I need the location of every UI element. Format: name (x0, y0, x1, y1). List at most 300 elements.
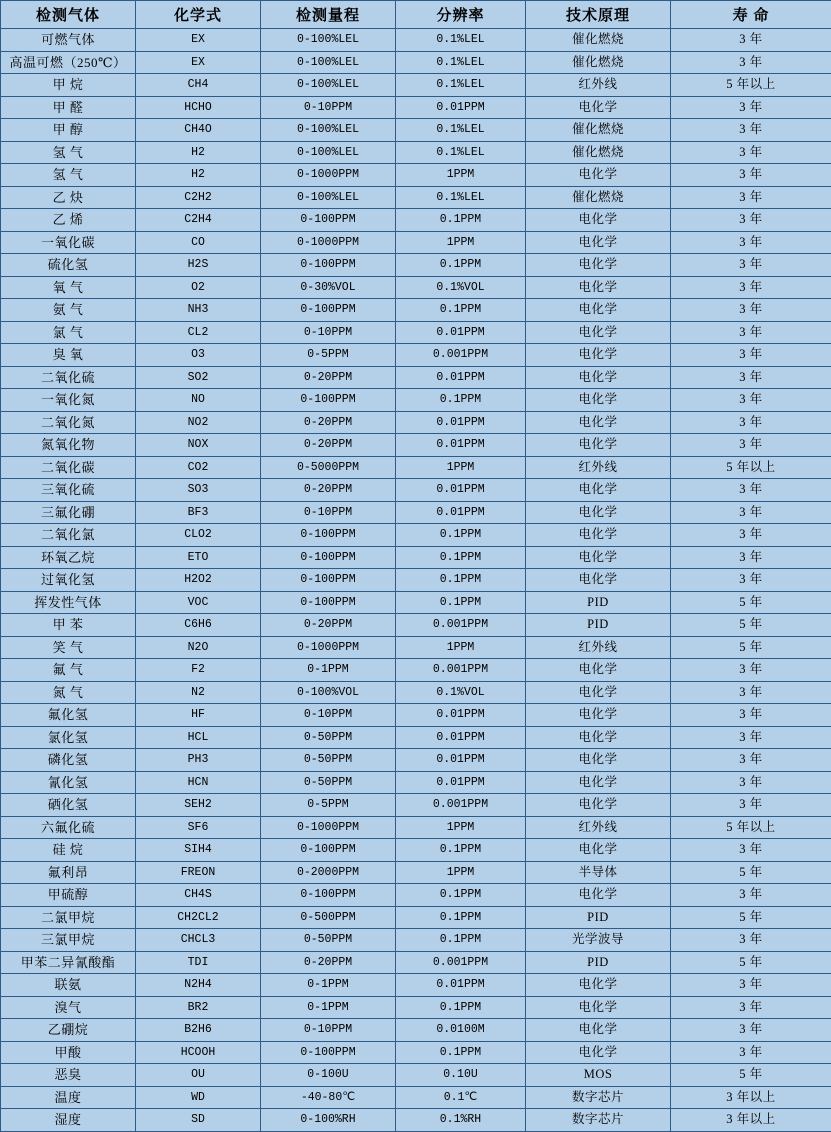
cell-formula: HF (136, 704, 261, 727)
cell-life: 3 年 (671, 299, 831, 322)
cell-gas-name: 温度 (1, 1086, 136, 1109)
cell-gas-name: 臭 氧 (1, 344, 136, 367)
table-row (1, 231, 831, 254)
cell-life: 3 年 (671, 141, 831, 164)
cell-range: 0-20PPM (261, 614, 396, 637)
cell-gas-name: 高温可燃（250℃） (1, 51, 136, 74)
cell-life: 5 年 (671, 636, 831, 659)
cell-gas-name: 二氧化硫 (1, 366, 136, 389)
cell-gas-name: 氰化氢 (1, 771, 136, 794)
cell-principle: 催化燃烧 (526, 119, 671, 142)
cell-gas-name: 湿度 (1, 1109, 136, 1132)
cell-resolution: 0.1%LEL (396, 119, 526, 142)
cell-principle: 电化学 (526, 996, 671, 1019)
cell-gas-name: 二氧化氮 (1, 411, 136, 434)
cell-gas-name: 甲 烷 (1, 74, 136, 97)
cell-range: 0-10PPM (261, 321, 396, 344)
cell-principle: 电化学 (526, 434, 671, 457)
cell-gas-name: 二氧化氯 (1, 524, 136, 547)
cell-range: 0-100PPM (261, 209, 396, 232)
cell-life: 5 年 (671, 861, 831, 884)
cell-formula: NH3 (136, 299, 261, 322)
cell-resolution: 0.1PPM (396, 569, 526, 592)
cell-formula: HCHO (136, 96, 261, 119)
cell-resolution: 0.1PPM (396, 299, 526, 322)
cell-range: 0-1PPM (261, 974, 396, 997)
cell-range: 0-100PPM (261, 591, 396, 614)
cell-life: 3 年 (671, 771, 831, 794)
cell-principle: 电化学 (526, 96, 671, 119)
cell-resolution: 0.10U (396, 1064, 526, 1087)
cell-resolution: 0.1%VOL (396, 681, 526, 704)
cell-gas-name: 二氧化碳 (1, 456, 136, 479)
cell-gas-name: 氨 气 (1, 299, 136, 322)
cell-range: 0-1000PPM (261, 164, 396, 187)
cell-gas-name: 氟利昂 (1, 861, 136, 884)
cell-life: 3 年 (671, 839, 831, 862)
cell-formula: HCOOH (136, 1041, 261, 1064)
cell-principle: 电化学 (526, 1041, 671, 1064)
cell-range: 0-5PPM (261, 794, 396, 817)
cell-formula: C2H4 (136, 209, 261, 232)
table-header-row (1, 1, 831, 29)
column-header-life: 寿 命 (671, 1, 831, 29)
cell-formula: H2S (136, 254, 261, 277)
cell-range: 0-100PPM (261, 569, 396, 592)
cell-resolution: 0.1PPM (396, 996, 526, 1019)
cell-resolution: 0.1PPM (396, 546, 526, 569)
cell-life: 3 年 (671, 411, 831, 434)
cell-resolution: 0.1%LEL (396, 186, 526, 209)
cell-resolution: 1PPM (396, 164, 526, 187)
cell-resolution: 0.001PPM (396, 344, 526, 367)
cell-formula: EX (136, 51, 261, 74)
table-row (1, 119, 831, 142)
table-row (1, 861, 831, 884)
cell-range: 0-20PPM (261, 951, 396, 974)
cell-life: 3 年 (671, 96, 831, 119)
cell-gas-name: 二氯甲烷 (1, 906, 136, 929)
cell-gas-name: 一氧化碳 (1, 231, 136, 254)
cell-principle: 光学波导 (526, 929, 671, 952)
cell-gas-name: 氟 气 (1, 659, 136, 682)
cell-life: 3 年 (671, 974, 831, 997)
cell-resolution: 0.001PPM (396, 614, 526, 637)
table-row (1, 659, 831, 682)
cell-formula: H2 (136, 164, 261, 187)
cell-principle: 数字芯片 (526, 1086, 671, 1109)
cell-range: 0-100PPM (261, 254, 396, 277)
cell-range: 0-100PPM (261, 839, 396, 862)
cell-principle: 电化学 (526, 209, 671, 232)
cell-principle: 电化学 (526, 884, 671, 907)
cell-formula: EX (136, 29, 261, 52)
cell-gas-name: 乙 烯 (1, 209, 136, 232)
cell-gas-name: 氧 气 (1, 276, 136, 299)
cell-formula: SEH2 (136, 794, 261, 817)
cell-range: 0-50PPM (261, 726, 396, 749)
table-row (1, 141, 831, 164)
cell-principle: 电化学 (526, 794, 671, 817)
column-header-gas: 检测气体 (1, 1, 136, 29)
cell-principle: 电化学 (526, 231, 671, 254)
cell-principle: 电化学 (526, 839, 671, 862)
cell-gas-name: 三氯甲烷 (1, 929, 136, 952)
cell-life: 3 年 (671, 321, 831, 344)
cell-life: 3 年 (671, 524, 831, 547)
cell-life: 3 年 (671, 749, 831, 772)
table-row (1, 681, 831, 704)
cell-resolution: 1PPM (396, 861, 526, 884)
cell-gas-name: 甲硫醇 (1, 884, 136, 907)
cell-resolution: 0.1PPM (396, 524, 526, 547)
cell-gas-name: 磷化氢 (1, 749, 136, 772)
cell-range: 0-5000PPM (261, 456, 396, 479)
cell-formula: B2H6 (136, 1019, 261, 1042)
table-row (1, 771, 831, 794)
table-row (1, 704, 831, 727)
cell-life: 3 年 (671, 546, 831, 569)
cell-principle: 半导体 (526, 861, 671, 884)
cell-formula: HCL (136, 726, 261, 749)
cell-life: 5 年 (671, 614, 831, 637)
cell-formula: N2H4 (136, 974, 261, 997)
cell-life: 3 年 (671, 164, 831, 187)
table-row (1, 276, 831, 299)
cell-principle: MOS (526, 1064, 671, 1087)
cell-gas-name: 三氧化硫 (1, 479, 136, 502)
table-row (1, 816, 831, 839)
table-row (1, 344, 831, 367)
cell-range: 0-500PPM (261, 906, 396, 929)
cell-gas-name: 甲苯二异氰酸酯 (1, 951, 136, 974)
table-row (1, 884, 831, 907)
table-row (1, 74, 831, 97)
table-row (1, 299, 831, 322)
cell-gas-name: 硒化氢 (1, 794, 136, 817)
cell-principle: 电化学 (526, 659, 671, 682)
table-row (1, 749, 831, 772)
cell-resolution: 0.0100M (396, 1019, 526, 1042)
cell-formula: H2O2 (136, 569, 261, 592)
column-header-range: 检测量程 (261, 1, 396, 29)
cell-life: 3 年 (671, 119, 831, 142)
table-row (1, 1086, 831, 1109)
cell-range: 0-100%LEL (261, 51, 396, 74)
cell-principle: PID (526, 591, 671, 614)
cell-resolution: 0.1PPM (396, 906, 526, 929)
cell-life: 3 年 (671, 344, 831, 367)
cell-resolution: 0.01PPM (396, 434, 526, 457)
cell-life: 5 年 (671, 951, 831, 974)
cell-resolution: 0.1PPM (396, 254, 526, 277)
cell-gas-name: 乙硼烷 (1, 1019, 136, 1042)
cell-life: 3 年 (671, 254, 831, 277)
cell-gas-name: 溴气 (1, 996, 136, 1019)
cell-life: 5 年 (671, 1064, 831, 1087)
cell-formula: TDI (136, 951, 261, 974)
column-header-formula: 化学式 (136, 1, 261, 29)
cell-gas-name: 氮氧化物 (1, 434, 136, 457)
table-row (1, 29, 831, 52)
cell-formula: CL2 (136, 321, 261, 344)
cell-principle: 电化学 (526, 546, 671, 569)
cell-principle: 催化燃烧 (526, 51, 671, 74)
cell-formula: NOX (136, 434, 261, 457)
table-row (1, 906, 831, 929)
cell-range: 0-50PPM (261, 929, 396, 952)
table-row (1, 726, 831, 749)
cell-range: 0-100%LEL (261, 141, 396, 164)
table-row (1, 411, 831, 434)
cell-formula: NO2 (136, 411, 261, 434)
cell-principle: 电化学 (526, 389, 671, 412)
cell-life: 3 年 (671, 434, 831, 457)
cell-range: 0-100%RH (261, 1109, 396, 1132)
cell-principle: 电化学 (526, 411, 671, 434)
cell-formula: NO (136, 389, 261, 412)
cell-life: 3 年 (671, 884, 831, 907)
table-row (1, 501, 831, 524)
cell-formula: PH3 (136, 749, 261, 772)
table-row (1, 434, 831, 457)
cell-formula: C2H2 (136, 186, 261, 209)
cell-gas-name: 联氨 (1, 974, 136, 997)
table-row (1, 389, 831, 412)
cell-range: 0-20PPM (261, 434, 396, 457)
cell-formula: N2O (136, 636, 261, 659)
cell-gas-name: 可燃气体 (1, 29, 136, 52)
cell-principle: 电化学 (526, 321, 671, 344)
cell-resolution: 0.1%RH (396, 1109, 526, 1132)
cell-formula: VOC (136, 591, 261, 614)
cell-gas-name: 环氧乙烷 (1, 546, 136, 569)
cell-resolution: 0.1PPM (396, 839, 526, 862)
table-row (1, 51, 831, 74)
cell-gas-name: 氯化氢 (1, 726, 136, 749)
cell-gas-name: 硅 烷 (1, 839, 136, 862)
cell-life: 3 年 (671, 29, 831, 52)
cell-life: 3 年 (671, 209, 831, 232)
table-row (1, 1019, 831, 1042)
cell-life: 5 年 (671, 591, 831, 614)
cell-range: 0-100PPM (261, 884, 396, 907)
cell-formula: H2 (136, 141, 261, 164)
cell-range: 0-100PPM (261, 524, 396, 547)
cell-resolution: 0.1PPM (396, 929, 526, 952)
cell-principle: 电化学 (526, 501, 671, 524)
cell-range: 0-1PPM (261, 659, 396, 682)
cell-resolution: 0.01PPM (396, 726, 526, 749)
cell-gas-name: 甲 醇 (1, 119, 136, 142)
table-row (1, 479, 831, 502)
cell-resolution: 0.1%LEL (396, 141, 526, 164)
cell-range: 0-1000PPM (261, 636, 396, 659)
cell-range: 0-20PPM (261, 411, 396, 434)
cell-principle: 红外线 (526, 74, 671, 97)
cell-life: 3 年 (671, 501, 831, 524)
cell-range: 0-100PPM (261, 299, 396, 322)
cell-principle: 电化学 (526, 524, 671, 547)
cell-principle: 数字芯片 (526, 1109, 671, 1132)
table-row (1, 974, 831, 997)
cell-gas-name: 三氟化硼 (1, 501, 136, 524)
cell-gas-name: 氢 气 (1, 141, 136, 164)
cell-resolution: 0.1PPM (396, 209, 526, 232)
cell-range: 0-20PPM (261, 479, 396, 502)
cell-formula: WD (136, 1086, 261, 1109)
cell-resolution: 0.001PPM (396, 951, 526, 974)
cell-life: 3 年 (671, 929, 831, 952)
cell-resolution: 0.1PPM (396, 591, 526, 614)
cell-formula: N2 (136, 681, 261, 704)
cell-formula: SD (136, 1109, 261, 1132)
cell-principle: PID (526, 906, 671, 929)
cell-principle: 红外线 (526, 816, 671, 839)
cell-range: 0-10PPM (261, 96, 396, 119)
table-row (1, 546, 831, 569)
cell-range: 0-100%LEL (261, 29, 396, 52)
cell-resolution: 0.01PPM (396, 704, 526, 727)
cell-resolution: 0.1PPM (396, 389, 526, 412)
cell-formula: CH4 (136, 74, 261, 97)
cell-formula: SF6 (136, 816, 261, 839)
cell-life: 3 年 (671, 794, 831, 817)
cell-resolution: 0.01PPM (396, 96, 526, 119)
cell-gas-name: 氢 气 (1, 164, 136, 187)
table-body (1, 29, 831, 1132)
cell-resolution: 0.01PPM (396, 501, 526, 524)
cell-life: 3 年 (671, 186, 831, 209)
table-row (1, 591, 831, 614)
cell-life: 3 年 (671, 479, 831, 502)
cell-range: -40-80℃ (261, 1086, 396, 1109)
cell-resolution: 0.01PPM (396, 411, 526, 434)
cell-life: 3 年 (671, 389, 831, 412)
table-row (1, 929, 831, 952)
cell-range: 0-100%LEL (261, 74, 396, 97)
cell-principle: 电化学 (526, 299, 671, 322)
cell-life: 5 年以上 (671, 74, 831, 97)
table-row (1, 839, 831, 862)
cell-formula: SO2 (136, 366, 261, 389)
cell-resolution: 1PPM (396, 231, 526, 254)
cell-principle: 电化学 (526, 771, 671, 794)
cell-range: 0-2000PPM (261, 861, 396, 884)
cell-formula: O2 (136, 276, 261, 299)
cell-range: 0-5PPM (261, 344, 396, 367)
cell-gas-name: 甲 醛 (1, 96, 136, 119)
table-row (1, 209, 831, 232)
cell-range: 0-100PPM (261, 389, 396, 412)
cell-principle: 电化学 (526, 726, 671, 749)
cell-resolution: 0.1%LEL (396, 29, 526, 52)
cell-resolution: 0.001PPM (396, 659, 526, 682)
cell-formula: FREON (136, 861, 261, 884)
cell-gas-name: 甲 苯 (1, 614, 136, 637)
cell-life: 3 年以上 (671, 1109, 831, 1132)
cell-range: 0-10PPM (261, 704, 396, 727)
cell-principle: 电化学 (526, 276, 671, 299)
cell-gas-name: 挥发性气体 (1, 591, 136, 614)
cell-life: 3 年 (671, 51, 831, 74)
column-header-resolution: 分辨率 (396, 1, 526, 29)
cell-life: 3 年 (671, 366, 831, 389)
cell-life: 5 年 (671, 906, 831, 929)
table-row (1, 951, 831, 974)
table-row (1, 614, 831, 637)
table-row (1, 164, 831, 187)
cell-range: 0-30%VOL (261, 276, 396, 299)
table-row (1, 794, 831, 817)
cell-principle: 催化燃烧 (526, 141, 671, 164)
cell-life: 5 年以上 (671, 456, 831, 479)
cell-gas-name: 一氧化氮 (1, 389, 136, 412)
cell-range: 0-50PPM (261, 749, 396, 772)
cell-principle: 电化学 (526, 569, 671, 592)
cell-principle: 电化学 (526, 681, 671, 704)
cell-formula: CLO2 (136, 524, 261, 547)
cell-formula: C6H6 (136, 614, 261, 637)
cell-resolution: 0.01PPM (396, 771, 526, 794)
cell-formula: CH2CL2 (136, 906, 261, 929)
cell-formula: BR2 (136, 996, 261, 1019)
cell-resolution: 0.1PPM (396, 1041, 526, 1064)
cell-resolution: 0.1%LEL (396, 51, 526, 74)
table-row (1, 366, 831, 389)
cell-resolution: 0.01PPM (396, 479, 526, 502)
cell-formula: CHCL3 (136, 929, 261, 952)
cell-gas-name: 过氧化氢 (1, 569, 136, 592)
cell-principle: 电化学 (526, 749, 671, 772)
table-row (1, 524, 831, 547)
cell-range: 0-1000PPM (261, 231, 396, 254)
cell-range: 0-50PPM (261, 771, 396, 794)
cell-resolution: 0.001PPM (396, 794, 526, 817)
cell-life: 3 年以上 (671, 1086, 831, 1109)
cell-principle: 电化学 (526, 479, 671, 502)
cell-formula: SIH4 (136, 839, 261, 862)
cell-principle: 电化学 (526, 704, 671, 727)
cell-formula: F2 (136, 659, 261, 682)
table-row (1, 996, 831, 1019)
cell-range: 0-10PPM (261, 501, 396, 524)
cell-resolution: 0.01PPM (396, 366, 526, 389)
cell-resolution: 0.1%VOL (396, 276, 526, 299)
cell-range: 0-100U (261, 1064, 396, 1087)
cell-life: 3 年 (671, 659, 831, 682)
table-row (1, 569, 831, 592)
cell-gas-name: 氮 气 (1, 681, 136, 704)
cell-resolution: 0.01PPM (396, 974, 526, 997)
cell-gas-name: 六氟化硫 (1, 816, 136, 839)
cell-formula: O3 (136, 344, 261, 367)
cell-formula: SO3 (136, 479, 261, 502)
cell-resolution: 0.01PPM (396, 749, 526, 772)
cell-life: 3 年 (671, 704, 831, 727)
cell-life: 3 年 (671, 1041, 831, 1064)
cell-life: 3 年 (671, 569, 831, 592)
cell-principle: 电化学 (526, 366, 671, 389)
cell-life: 3 年 (671, 231, 831, 254)
cell-resolution: 1PPM (396, 636, 526, 659)
cell-principle: 电化学 (526, 1019, 671, 1042)
cell-principle: 催化燃烧 (526, 186, 671, 209)
cell-formula: ETO (136, 546, 261, 569)
cell-life: 3 年 (671, 276, 831, 299)
column-header-principle: 技术原理 (526, 1, 671, 29)
cell-principle: 催化燃烧 (526, 29, 671, 52)
